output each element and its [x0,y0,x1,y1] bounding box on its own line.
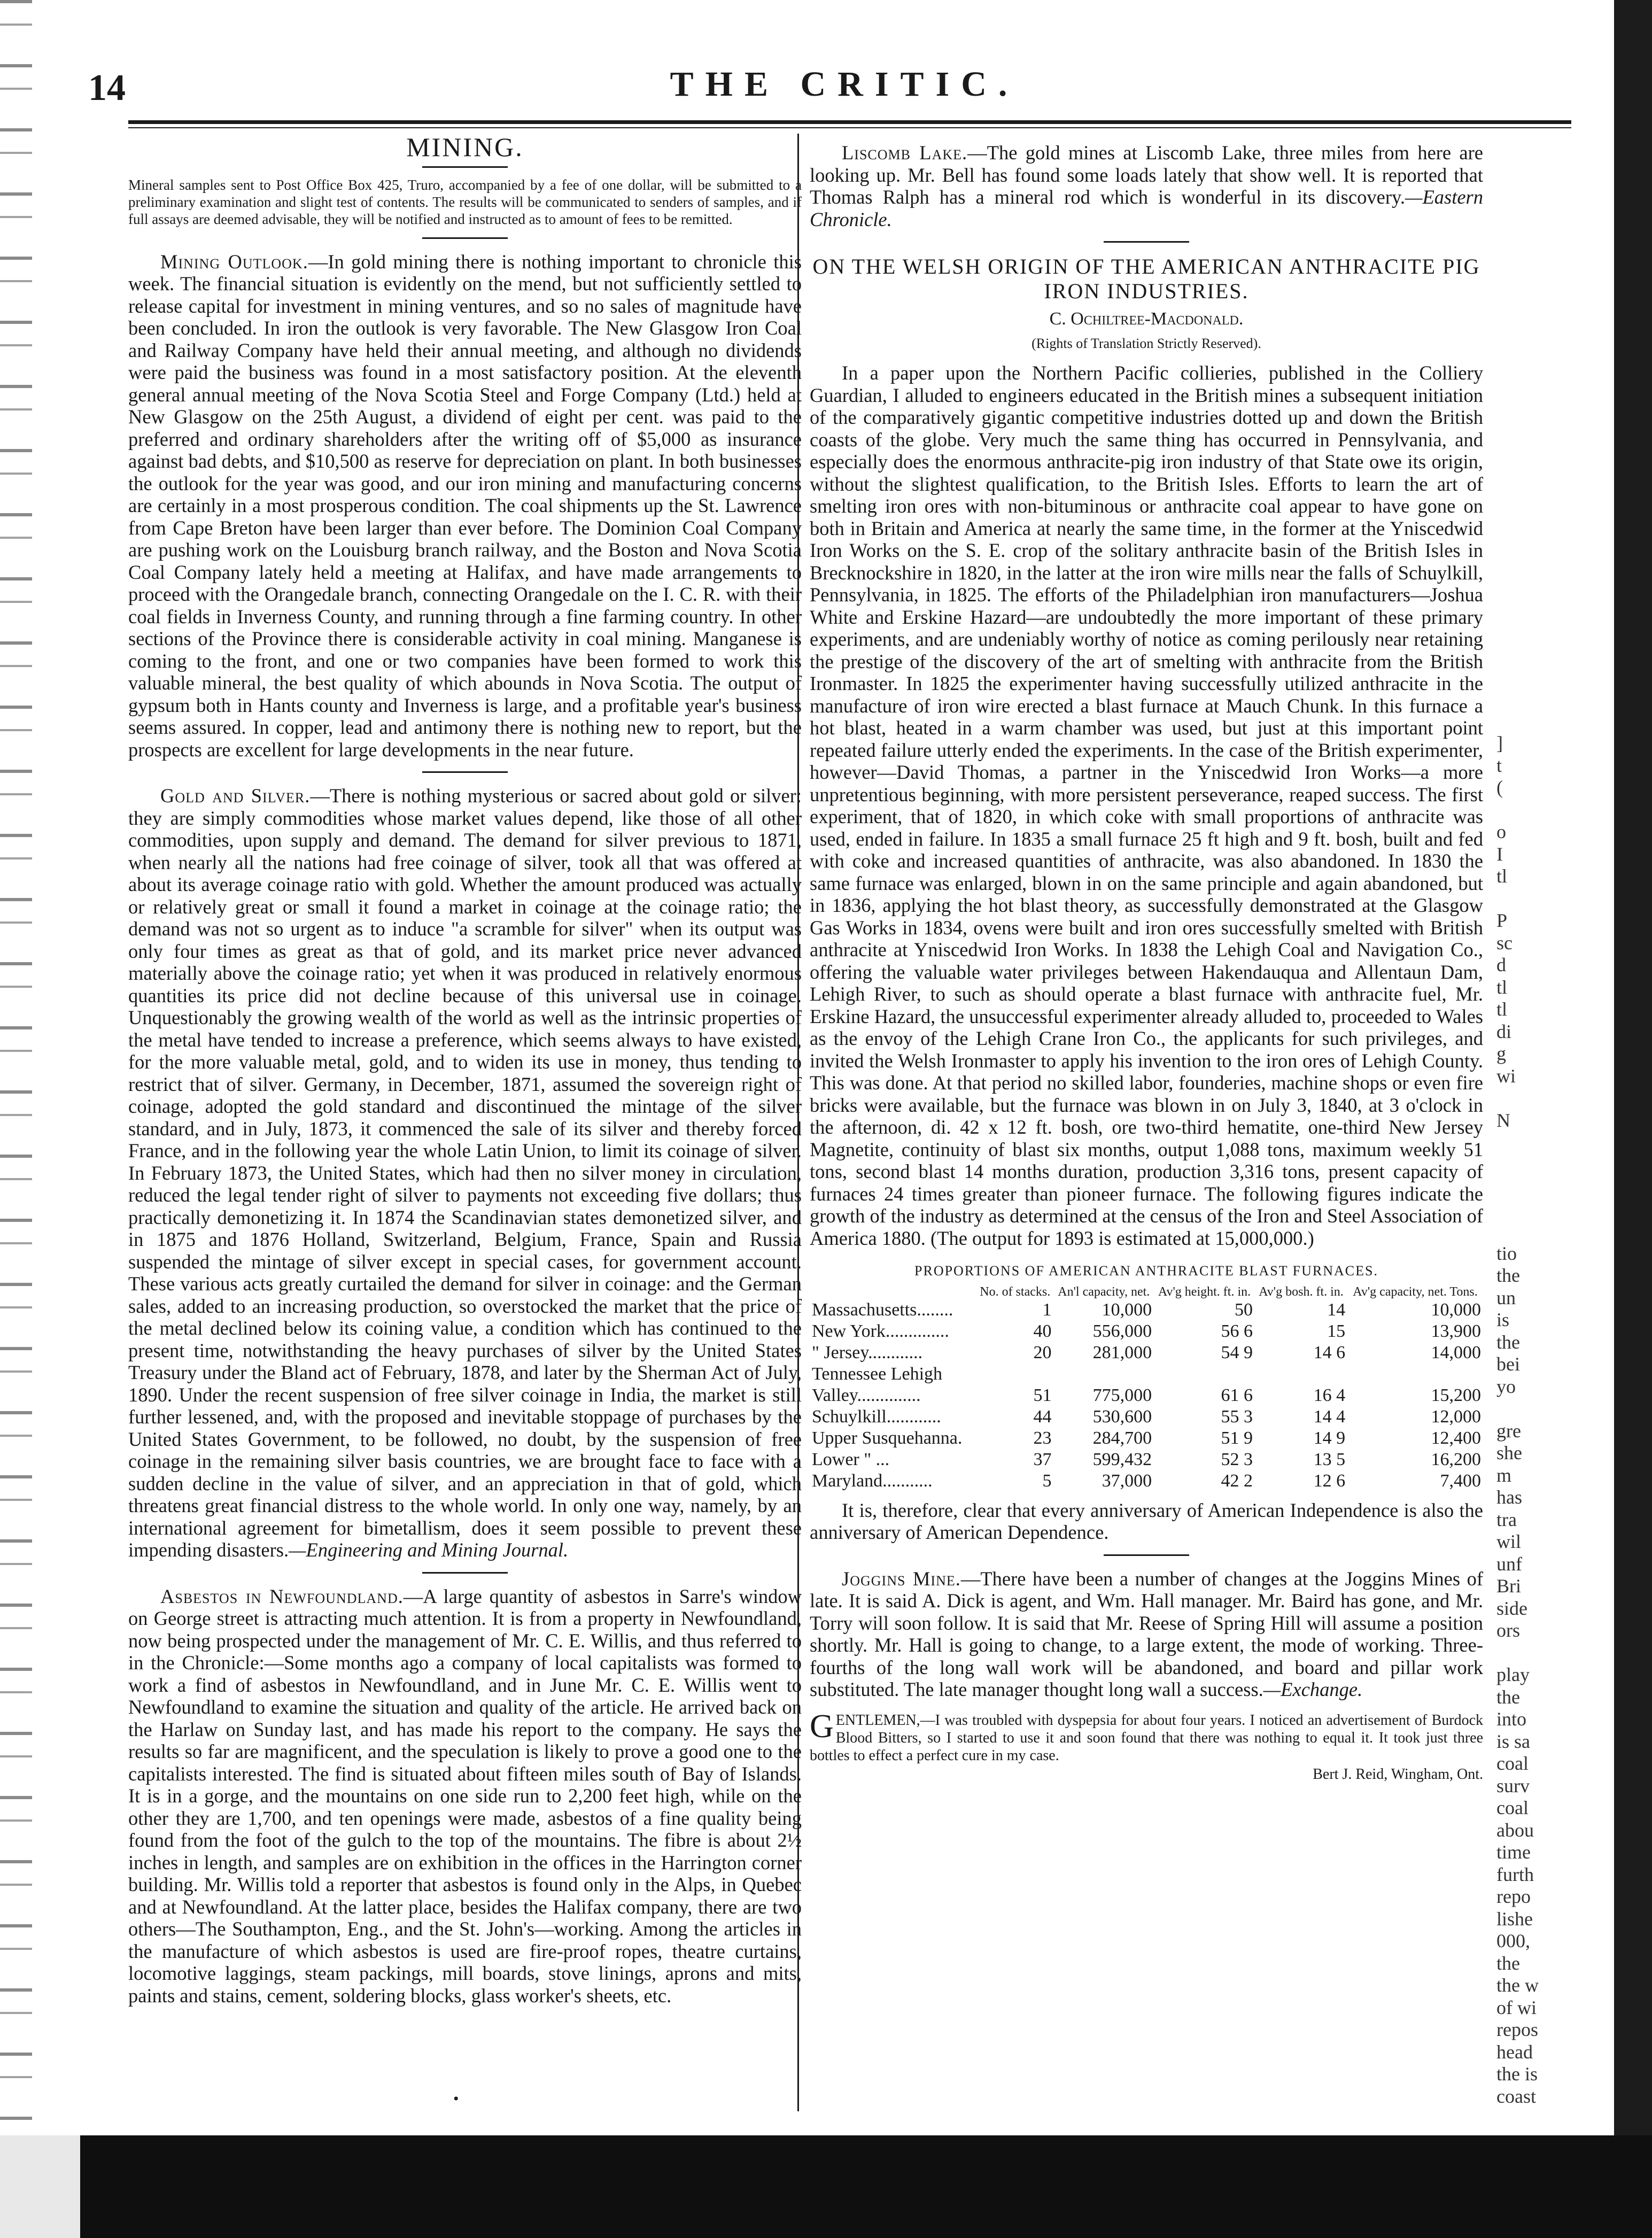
article-lead: Mining Outlook. [160,250,308,273]
article-lead: Joggins Mine. [842,1567,961,1590]
cell-stacks: 5 [1042,1470,1052,1491]
cell-height: 54 9 [1221,1342,1253,1362]
fragment-line: tl [1496,976,1508,998]
fragment-line: unf [1496,1553,1522,1575]
table-row [810,1428,1483,1449]
scan-right-edge [1614,0,1652,2238]
article-body: —The gold mines at Liscomb Lake, three miles from here are looking up. Mr. Bell has found some loads lately that show well. It is reported that Thomas Ralph has a mineral rod which is wonderful in its discovery. [810,142,1483,208]
cell-bosh: 14 4 [1313,1406,1346,1427]
cell-stacks: 1 [1042,1299,1052,1320]
cell-state: Maryland........... [812,1470,933,1491]
cell-capacity: 284,700 [1092,1428,1152,1448]
article-body: —There is nothing mysterious or sacred about gold or silver: they are simply commodities whose market values depend, like those of all other commodities, upon supply and demand. The demand for silver previous to 1871, when nearly all the nations had free coinage of silver, took all that was offered at about its average coinage ratio with gold. Whether the amount produced was actually or relatively great or small it found a market in coinage at the coinage ratio; the demand was not so urgent as to induce "a scramble for silver" when its output was only four times as great as that of gold, and its market price never advanced materially above the coinage ratio; yet when it was produced in relatively enormous quantities its price did not decline because of this universal use in coinage. Unquestionably the growing wealth of the world as well as the intrinsic properties of the metal have tended to increase a preference, which seems always to have existed, for the more valuable metal, gold, and to widen its use in money, thus tending to restrict that of silver. Germany, in December, 1871, assumed the sovereign right of coinage, adopted the gold standard and discontinued the mintage of the silver standard, and in July, 1873, it commenced the sale of its silver and thereby forced France, and in the following year the whole Latin Union, to limit its coinage of silver. In February 1873, the United States, which had then no silver money in circulation, reduced the legal tender right of silver to payments not exceeding five dollars; thus practically demonetizing it. In 1874 the Scandinavian states demonetized silver, and in 1875 and 1876 Holland, Switzerland, Belgium, France, Spain and Russia suspended the mintage of silver except in special cases, for government account. These various acts greatly curtailed the demand for silver in coinage: and the German sales, added to an increasing production, so overstocked the market that the price of the metal declined below its coining value, a condition which has continued to the present time, notwithstanding the heavy purchases of silver by the United States Treasury under the Bland act of February, 1878, and later by the Sherman Act of July, 1890. Under the recent suspension of free silver coinage in India, the market is still further lessened, and, with the proposed and inevitable stoppage of purchases by the United States Government, to be followed, no doubt, by the suspension of free coinage in the remaining silver basis countries, we are brought face to face with a sudden decline in the value of silver, and an appreciation in that of gold, which threatens great financial distress to the whole world. In only one way, namely, by an international agreement for bimetallism, does it seem possible to prevent these impending disasters. [128,785,802,1561]
fragment-line [1496,1176,1609,1198]
fragment-line [1496,1198,1609,1221]
fragment-line: Bri [1496,1575,1522,1597]
fragment-line: furth [1496,1863,1534,1885]
cell-capacity: 556,000 [1092,1321,1152,1341]
table-header: Av'g bosh. ft. in. [1259,1284,1344,1299]
cell-state: Lower " ... [812,1449,890,1469]
cell-bosh: 13 5 [1313,1449,1346,1469]
table-header: No. of stacks. [980,1284,1051,1299]
fragment-line: surv [1496,1775,1530,1796]
article-gold-silver [128,785,802,1561]
fragment-line: t [1496,754,1502,776]
fragment-line: ( [1496,777,1503,798]
table-row [810,1470,1483,1492]
fragment-line: side [1496,1597,1527,1619]
fragment-line: the is [1496,2063,1538,2085]
article-lead: Asbestos in Newfoundland. [160,1585,404,1607]
article-anthracite-body: In a paper upon the Northern Pacific collieries, published in the Colliery Guardian, I alluded to engineers educated in the British mines a subsequent initiation of the comparatively gigantic competitive industries dotted up and down the British coasts of the globe. Very much the same thing has occurred in Pennsylvania, and especially does the enormous anthracite-pig iron industry of that State owe its origin, without the slightest qualification, to the British Isles. Efforts to learn the art of smelting iron ores with non-bituminous or anthracite coal appear to have gone on both in Britain and America at nearly the same time, in the former at the Yniscedwid Iron Works on the S. E. crop of the solitary anthracite basin of the British Isles in Brecknockshire in 1820, in the latter at the iron wire mills near the falls of Schuylkill, Pennsylvania, in 1825. The efforts of the Philadelphian iron manufacturers—Joshua White and Erskine Hazard—are undoubtedly the more important of these primary experiments, and are undeniably worthy of notice as coming perilously near retaining the prestige of the discovery of the art of smelting with anthracite from the British Ironmaster. In 1825 the experimenter having successfully utilized anthracite in the manufacture of iron wire erected a blast furnace at Mauch Chunk. In this furnace a hot blast, heated in a warm chamber was used, but just at this important point repeated failure utterly ended the experiments. In the case of the British experimenter, however—David Thomas, a partner in the Yniscedwid Iron Works—a more unpretentious beginning, with more persistent perseverance, reaped success. The first experiment, that of 1820, in which coke with small proportions of anthracite was used, ended in failure. In 1835 a small furnace 25 ft high and 9 ft. bosh, built and fed with coke and increased quantities of anthracite, was also abandoned. In 1830 the same furnace was enlarged, blown in on the same principle and again abandoned, but in 1836, applying the hot blast theory, as successfully demonstrated at the Glasgow Gas Works in 1834, ovens were built and iron ores successfully smelted with British anthracite at Yniscedwid Iron Works. In 1838 the Lehigh Coal and Navigation Co., offering the valuable water privileges between Hakendauqua and Allentaun Dam, Lehigh River, to such as should operate a blast furnace with anthracite fuel, Mr. Erskine Hazard, the unsuccessful experimenter already alluded to, proceeded to Wales as the envoy of the Lehigh Crane Iron Co., the applicants for such privileges, and invited the Welsh Ironmaster to apply his invention to the iron ores of Lehigh County. This was done. At that period no skilled labor, founderies, machine shops or even fire bricks were available, but the furnace was blown in on July 3, 1840, at 3 o'clock in the afternoon, di. 42 x 12 ft. bosh, ore two-third hematite, one-third New Jersey Magnetite, continuity of blast six months, output 1,088 tons, maximum weekly 51 tons, second blast 14 months duration, production 3,316 tons, present capacity of furnaces 24 times greater than pioneer furnace. The following figures indicate the growth of the industry as determined at the census of the Iron and Steel Association of America 1880. (The output for 1893 is estimated at 15,000,000.) [810,362,1483,1249]
advert-dropcap: G [810,1708,834,1745]
table-header-row [810,1284,1483,1299]
fragment-line: o [1496,821,1506,842]
masthead-title: THE CRITIC. [670,65,1019,104]
fragment-line [1496,1642,1609,1664]
cell-avg: 7,400 [1440,1470,1481,1491]
page-number: 14 [88,67,126,109]
advertisement [810,1708,1483,1783]
fragment-line: ] [1496,732,1503,754]
fragment-line: the [1496,1686,1520,1708]
cell-height: 56 6 [1221,1321,1253,1341]
fragment-line: has [1496,1486,1522,1508]
cell-height: 61 6 [1221,1385,1253,1405]
table-title: PROPORTIONS OF AMERICAN ANTHRACITE BLAST FURNACES. [914,1263,1378,1279]
cell-bosh: 15 [1327,1321,1346,1341]
cell-bosh: 14 9 [1313,1428,1346,1448]
cell-stacks: 20 [1033,1342,1052,1362]
header-rule [128,120,1571,124]
fragment-line: tl [1496,865,1508,887]
cell-height: 51 9 [1221,1428,1253,1448]
cell-stacks: 40 [1033,1321,1052,1341]
cell-state: " Jersey............ [812,1342,923,1362]
table-row [810,1385,1483,1406]
fragment-line: bei [1496,1353,1520,1375]
article-joggins [810,1568,1483,1701]
article-mining-outlook [128,251,802,761]
fragment-line: I [1496,843,1503,865]
fragment-line: head [1496,2041,1533,2063]
article-lead: Gold and Silver. [160,785,311,807]
samples-notice: Mineral samples sent to Post Office Box 425, Truro, accompanied by a fee of one dollar, will be submitted to a preliminary examination and slight test of contents. The results will be communicated to senders of samples, and if full assays are deemed advisable, they will be notified and instructed as to amount of fees to be remitted. [128,176,802,227]
fragment-line: repos [1496,2019,1538,2040]
cell-avg: 12,400 [1431,1428,1481,1448]
table-header: An'l capacity, net. [1058,1284,1150,1299]
cell-height [1154,1364,1255,1385]
cell-capacity [1053,1364,1154,1385]
fragment-line [1496,799,1609,822]
fragment-line: into [1496,1708,1527,1730]
short-rule [422,1572,508,1574]
table-header: Av'g capacity, net. Tons. [1353,1284,1478,1299]
scan-left-edge [0,0,32,2238]
fragment-line: is sa [1496,1730,1530,1752]
cell-capacity: 37,000 [1102,1470,1152,1491]
adjacent-column-fragments [1496,732,1609,2108]
article-liscomb [810,142,1483,230]
article-body: —In gold mining there is nothing important to chronicle this week. The financial situation is evidently on the mend, but not sufficiently settled to release capital for investment in mining ventures, and so no sales of magnitude have been concluded. In iron the outlook is very favorable. The New Glasgow Iron Coal and Railway Company have held their annual meeting, and although no dividends were paid the business was found in a most satisfactory position. At the eleventh general annual meeting of the Nova Scotia Steel and Forge Company (Ltd.) held at New Glasgow on the 25th August, a dividend of eight per cent. was paid to the preferred and ordinary shareholders after the writing off of $5,000 as insurance against bad debts, and $10,500 as reserve for depreciation on plant. In both businesses the outlook for the year was good, and our iron mining and manufacturing concerns are certainly in a most prosperous condition. The coal shipments up the St. Lawrence from Cape Breton have been larger than ever before. The Dominion Coal Company are pushing work on the Louisburg branch railway, and the Boston and Nova Scotia Coal Company lately held a meeting at Halifax, and have made arrangements to proceed with the Orangedale branch, connecting Orangedale on the I. C. R. with their coal fields in Inverness County, and running through a fine farming country. In other sections of the Province there is considerable activity in coal mining. Manganese is coming to the front, and one or two companies have been formed to work this valuable mineral, the best quality of which abounds in Nova Scotia. The output of gypsum both in Hants county and Inverness is large, and a profitable year's business seems assured. In copper, lead and antimony there is nothing new to report, but the prospects are excellent for large developments in the near future. [128,250,802,761]
fragment-line: 000, [1496,1930,1530,1952]
article-title-anthracite: ON THE WELSH ORIGIN OF THE AMERICAN ANTHRACITE PIG IRON INDUSTRIES. [812,254,1480,303]
middle-column [810,136,1483,1783]
advert-signer: Bert J. Reid, Wingham, Ont. [1313,1765,1483,1783]
fragment-line: play [1496,1664,1530,1685]
section-heading-mining: MINING. [406,132,524,162]
cell-avg: 13,900 [1431,1321,1481,1341]
fragment-line: tra [1496,1508,1517,1530]
fragment-line: she [1496,1442,1522,1463]
fragment-line [1496,1154,1609,1176]
article-source: —Exchange. [1263,1678,1363,1700]
short-rule [422,771,508,773]
cell-capacity: 281,000 [1092,1342,1152,1362]
fragment-line: the [1496,1265,1520,1286]
cell-height: 50 [1234,1299,1253,1320]
cell-bosh: 12 6 [1313,1470,1346,1491]
short-rule [422,237,508,239]
cell-avg: 16,200 [1431,1449,1481,1469]
cell-avg: 15,200 [1431,1385,1481,1405]
fragment-line: tl [1496,998,1508,1020]
cell-state: Schuylkill............ [812,1406,941,1427]
cell-capacity: 775,000 [1092,1385,1152,1405]
fragment-line [1496,1398,1609,1420]
advert-body: ENTLEMEN,—I was troubled with dyspepsia for about four years. I noticed an advertisement of Burdock Blood Bitters, so I started to use it and soon found that there was nothing to equal it. It took just three bottles to effect a perfect cure in my case. [810,1712,1483,1764]
furnace-table [810,1284,1483,1492]
fragment-line: wil [1496,1531,1522,1552]
fragment-line: the [1496,1952,1520,1974]
article-byline: C. Ochiltree-Macdonald. [1049,309,1244,329]
table-row [810,1299,1483,1321]
fragment-line: coal [1496,1797,1529,1818]
table-row [810,1406,1483,1428]
cell-state: New York.............. [812,1321,949,1341]
fragment-line [1496,1220,1609,1243]
scan-bottom-gap [0,2135,80,2238]
fragment-line: gre [1496,1420,1521,1442]
short-rule [1104,241,1189,243]
fragment-line: coal [1496,1753,1529,1774]
cell-bosh: 16 4 [1313,1385,1346,1405]
cell-stacks: 23 [1033,1428,1052,1448]
article-body: —A large quantity of asbestos in Sarre's window on George street is attracting much attention. It is from a property in Newfoundland, now being prospected under the management of Mr. C. E. Willis, and thus referred to in the Chronicle:—Some months ago a company of local capitalists was formed to work a find of asbestos in Newfoundland, and in June Mr. C. E. Willis went to Newfoundland to examine the situation and quality of the article. He arrived back on the Harlaw on Sunday last, and has made his report to the company. He says the results so far are magnificent, and the speculation is likely to prove a good one to the capitalists interested. The find is situated about fifteen miles south of Bay of Islands. It is in a gorge, and the mountains on one side run to 2,200 feet high, while on the other they are 1,700, and ten openings were made, asbestos of a fine quality being found from the foot of the gulch to the top of the mountains. The fibre is about 2½ inches in length, and samples are on exhibition in the offices in the Harrington corner building. Mr. Willis told a reporter that asbestos is found only in the Alps, in Quebec and at Newfoundland. At the latter place, besides the Halifax company, there are two others—The Southampton, Eng., and the St. John's—working. Among the articles in the manufacture of which asbestos is used are fire-proof ropes, theatre curtains, locomotive laggings, steam packings, mill boards, stove linings, aprons and mits, paints and stains, cement, soldering blocks, glass worker's sheets, etc. [128,1585,802,2007]
cell-bosh [1255,1364,1347,1385]
cell-avg: 14,000 [1431,1342,1481,1362]
cell-capacity: 599,432 [1092,1449,1152,1469]
fragment-line: coast [1496,2085,1536,2107]
cell-avg: 12,000 [1431,1406,1481,1427]
fragment-line: lishe [1496,1908,1533,1930]
fragment-line: of wi [1496,1996,1537,2018]
cell-height: 52 3 [1221,1449,1253,1469]
cell-avg [1347,1364,1483,1385]
fragment-line: the w [1496,1974,1539,1996]
fragment-line: di [1496,1020,1512,1042]
article-body: —There have been a number of changes at the Joggins Mines of late. It is said A. Dick is agent, and Wm. Hall manager. Mr. Baird has gone, and Mr. Torry will soon follow. It is said that Mr. Reese of Spring Hill will assume a position shortly. Mr. Hall is going to change, to a large extent, the mode of working. Three-fourths of the long wall work will be abandoned, and board and pillar work substituted. The late manager thought long wall a success. [810,1567,1484,1700]
cell-avg: 10,000 [1431,1299,1481,1320]
fragment-line: tio [1496,1242,1517,1264]
fragment-line: m [1496,1464,1512,1486]
left-column [128,132,802,2157]
table-row [810,1449,1483,1470]
article-anthracite-conclusion: It is, therefore, clear that every anniversary of American Independence is also the anniversary of American Dependence. [810,1499,1483,1543]
fragment-line [1496,888,1609,910]
article-source: —Eastern Chronicle. [810,186,1483,230]
table-row [810,1364,1483,1385]
cell-capacity: 10,000 [1102,1299,1152,1320]
fragment-line: repo [1496,1886,1531,1907]
fragment-line: wi [1496,1065,1516,1087]
fragment-line: P [1496,910,1508,931]
cell-state: Upper Susquehanna. [812,1428,963,1448]
table-row [810,1321,1483,1342]
cell-state: Valley.............. [812,1385,921,1405]
bottom-ornament-mark: • [453,2090,459,2108]
fragment-line: is [1496,1309,1510,1330]
table-header: Av'g height. ft. in. [1158,1284,1251,1299]
cell-stacks: 44 [1033,1406,1052,1427]
cell-stacks: 37 [1033,1449,1052,1469]
short-rule [1104,1554,1189,1556]
article-source: —Engineering and Mining Journal. [289,1539,569,1561]
fragment-line [1496,1087,1609,1110]
fragment-line: yo [1496,1375,1516,1397]
cell-bosh: 14 [1327,1299,1346,1320]
short-rule [422,166,508,168]
fragment-line: ors [1496,1620,1520,1641]
cell-capacity: 530,600 [1092,1406,1152,1427]
fragment-line: un [1496,1287,1516,1308]
fragment-line: sc [1496,932,1513,954]
cell-stacks [976,1364,1053,1385]
fragment-line: the [1496,1331,1520,1353]
cell-bosh: 14 6 [1313,1342,1346,1362]
table-header [810,1284,976,1299]
table-row [810,1342,1483,1364]
cell-state: Tennessee Lehigh [812,1364,943,1384]
fragment-line: g [1496,1043,1506,1064]
fragment-line [1496,1132,1609,1154]
cell-height: 55 3 [1221,1406,1253,1427]
article-rights: (Rights of Translation Strictly Reserved). [1031,335,1261,351]
cell-state: Massachusetts........ [812,1299,953,1320]
article-lead: Liscomb Lake. [842,142,968,164]
cell-height: 42 2 [1221,1470,1253,1491]
article-asbestos-part1 [128,1585,802,2147]
cell-stacks: 51 [1033,1385,1052,1405]
fragment-line: abou [1496,1819,1534,1841]
fragment-line: N [1496,1109,1510,1131]
fragment-line: time [1496,1841,1531,1863]
fragment-line: d [1496,954,1506,975]
header-rule-thin [128,127,1571,128]
